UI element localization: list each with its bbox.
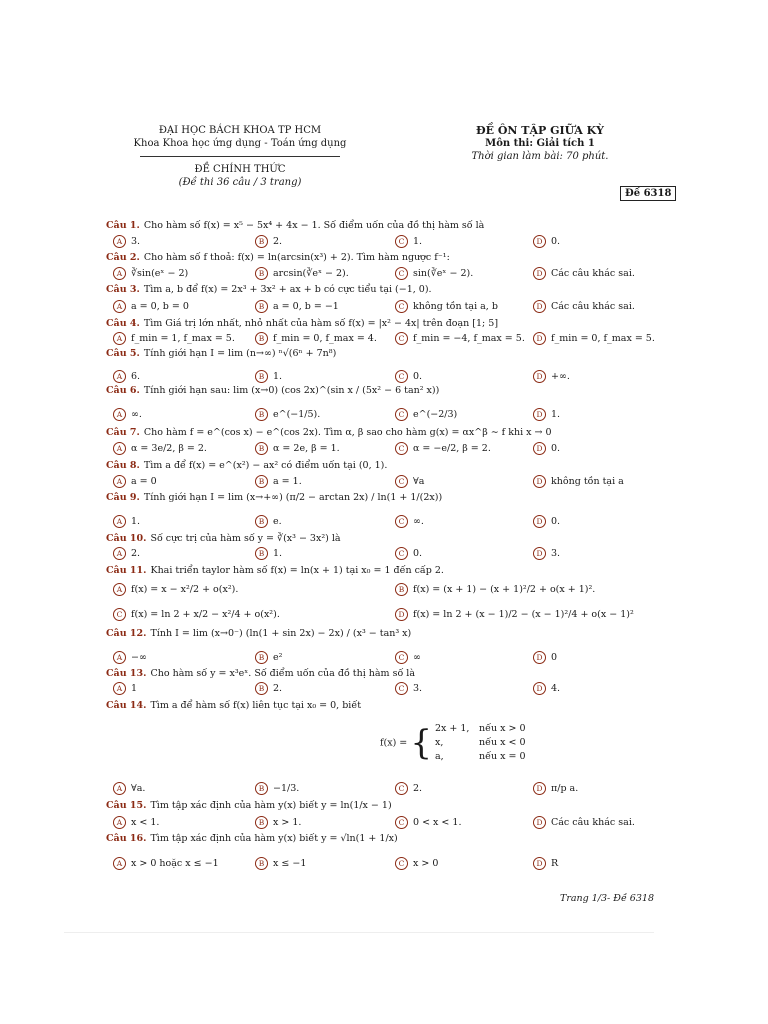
footer-divider (64, 932, 654, 933)
question-15 (106, 800, 666, 812)
question-3 (106, 284, 666, 296)
option-letter-circle: B (255, 332, 268, 345)
question-text: Cho hàm số y = x³eˣ. Số điểm uốn của đồ thị hàm số là (150, 668, 415, 679)
option-letter-circle: B (255, 682, 268, 695)
option-d[interactable] (533, 547, 560, 561)
official-label: ĐỀ CHÍNH THỨC (194, 164, 286, 175)
piecewise-expr: x, (434, 737, 444, 748)
option-b[interactable] (255, 442, 340, 456)
option-letter-circle: B (255, 475, 268, 488)
option-a[interactable] (113, 515, 140, 529)
piecewise-lhs: f(x) = (380, 737, 408, 749)
option-letter-circle: D (533, 651, 546, 664)
option-b[interactable] (255, 235, 282, 249)
option-text: không tồn tại a (551, 476, 624, 487)
option-letter-circle: D (533, 267, 546, 280)
option-text: f_min = 1, f_max = 5. (131, 333, 235, 344)
option-a[interactable] (113, 547, 140, 561)
option-text: 3. (131, 236, 141, 247)
option-letter-circle: D (533, 235, 546, 248)
option-a[interactable] (113, 475, 157, 489)
option-text: 2. (273, 683, 283, 694)
option-c[interactable] (395, 857, 438, 871)
option-d[interactable] (533, 300, 635, 314)
option-letter-circle: C (395, 332, 408, 345)
question-text: Tìm Giá trị lớn nhất, nhỏ nhất của hàm số f(x) = |x² − 4x| trên đoạn [1; 5] (143, 318, 499, 329)
option-c[interactable] (395, 442, 491, 456)
option-c[interactable] (395, 300, 498, 314)
option-a[interactable] (113, 583, 238, 597)
option-text: f_min = 0, f_max = 5. (551, 333, 655, 344)
question-10 (106, 533, 666, 545)
option-letter-circle: C (395, 408, 408, 421)
option-d[interactable] (533, 515, 560, 529)
option-a[interactable] (113, 370, 140, 384)
option-b[interactable] (255, 651, 282, 665)
option-letter-circle: B (255, 782, 268, 795)
option-a[interactable] (113, 682, 137, 696)
option-a[interactable] (113, 651, 147, 665)
option-letter-circle: A (113, 442, 126, 455)
brace-icon: { (410, 723, 432, 763)
question-4 (106, 318, 666, 330)
option-letter-circle: D (533, 816, 546, 829)
option-letter-circle: B (255, 370, 268, 383)
question-1 (106, 220, 666, 232)
option-a[interactable] (113, 235, 140, 249)
question-text: Cho hàm f = e^(cos x) − e^(cos 2x). Tìm α, β sao cho hàm g(x) = αx^β ∼ f khi x → 0 (143, 427, 552, 438)
question-label: Câu 1. (106, 220, 140, 231)
option-text: không tồn tại a, b (413, 301, 498, 312)
option-c[interactable] (395, 267, 473, 281)
question-text: Số cực trị của hàm số y = ∛(x³ − 3x²) là (150, 533, 341, 544)
option-letter-circle: A (113, 547, 126, 560)
question-label: Câu 4. (106, 318, 140, 329)
option-text: 1. (551, 409, 561, 420)
question-text: Tìm a để f(x) = e^(x²) − ax² có điểm uốn tại (0, 1). (143, 460, 388, 471)
question-text: Tính giới hạn sau: lim (x→0) (cos 2x)^(sin x / (5x² − 6 tan² x)) (143, 385, 440, 396)
option-text: x < 1. (131, 817, 160, 828)
option-letter-circle: D (533, 332, 546, 345)
option-text: −∞ (131, 652, 147, 663)
option-letter-circle: A (113, 782, 126, 795)
option-text: 4. (551, 683, 561, 694)
option-text: a = 0, b = 0 (131, 301, 189, 312)
option-b[interactable] (255, 370, 282, 384)
piecewise-row (435, 736, 526, 750)
option-text: arcsin(∛eˣ − 2). (273, 268, 349, 279)
option-text: e. (273, 516, 282, 527)
option-text: e² (273, 652, 283, 663)
question-text: Tìm a để hàm số f(x) liên tục tại x₀ = 0, biết (150, 700, 362, 711)
question-label: Câu 7. (106, 427, 140, 438)
option-text: 0. (413, 548, 423, 559)
question-5 (106, 348, 666, 360)
option-text: 0 (551, 652, 558, 663)
option-letter-circle: D (533, 515, 546, 528)
option-b[interactable] (255, 300, 339, 314)
question-6 (106, 385, 666, 397)
option-d[interactable] (533, 442, 560, 456)
option-b[interactable] (255, 682, 282, 696)
option-letter-circle: B (255, 267, 268, 280)
question-label: Câu 2. (106, 252, 140, 263)
option-letter-circle: B (395, 583, 408, 596)
option-text: π/p a. (551, 783, 579, 794)
option-letter-circle: B (255, 300, 268, 313)
piecewise-expr: a, (434, 751, 444, 762)
option-text: R (551, 858, 559, 869)
option-text: x ≤ −1 (273, 858, 307, 869)
option-text: 1. (413, 236, 423, 247)
option-text: f(x) = ln 2 + (x − 1)/2 − (x − 1)²/4 + o(x − 1)² (413, 609, 634, 620)
question-text: Cho hàm số f(x) = x⁵ − 5x⁴ + 4x − 1. Số điểm uốn của đồ thị hàm số là (143, 220, 485, 231)
option-d[interactable] (533, 408, 560, 422)
exam-time: Thời gian làm bài: 70 phút. (471, 151, 609, 162)
option-letter-circle: D (533, 782, 546, 795)
question-label: Câu 12. (106, 628, 147, 639)
question-13 (106, 668, 666, 680)
option-text: ∞ (413, 652, 421, 663)
option-letter-circle: C (395, 782, 408, 795)
option-text: sin(∛eˣ − 2). (413, 268, 474, 279)
option-letter-circle: D (533, 475, 546, 488)
option-a[interactable] (113, 300, 189, 314)
option-letter-circle: D (533, 370, 546, 383)
school-name: ĐẠI HỌC BÁCH KHOA TP HCM (158, 125, 322, 136)
option-text: α = 3e/2, β = 2. (131, 443, 207, 454)
option-text: Các câu khác sai. (551, 268, 635, 279)
option-letter-circle: C (395, 370, 408, 383)
option-c[interactable] (395, 475, 424, 489)
faculty-name: Khoa Khoa học ứng dụng - Toán ứng dụng (133, 138, 347, 149)
option-d[interactable] (533, 235, 560, 249)
option-c[interactable] (395, 816, 461, 830)
question-12 (106, 628, 666, 640)
option-letter-circle: A (113, 816, 126, 829)
option-text: 3. (551, 548, 561, 559)
option-letter-circle: B (255, 408, 268, 421)
option-text: x > 0 (413, 858, 439, 869)
piecewise-expr: 2x + 1, (434, 723, 470, 734)
option-c[interactable] (395, 782, 422, 796)
option-letter-circle: B (255, 816, 268, 829)
option-a[interactable] (113, 267, 188, 281)
option-text: 2. (131, 548, 141, 559)
option-b[interactable] (255, 332, 377, 346)
option-text: e^(−2/3) (413, 409, 458, 420)
option-d[interactable] (533, 475, 624, 489)
option-b[interactable] (255, 475, 302, 489)
question-label: Câu 10. (106, 533, 147, 544)
option-letter-circle: A (113, 370, 126, 383)
question-8 (106, 460, 666, 472)
option-letter-circle: A (113, 651, 126, 664)
option-text: 6. (131, 371, 141, 382)
option-c[interactable] (395, 515, 424, 529)
piecewise-cond: nếu x > 0 (478, 723, 526, 734)
school-header (110, 124, 370, 189)
question-label: Câu 14. (106, 700, 147, 711)
question-text: Tìm tập xác định của hàm y(x) biết y = ln(1/x − 1) (150, 800, 392, 811)
option-c[interactable] (395, 235, 422, 249)
option-letter-circle: B (255, 235, 268, 248)
option-c[interactable] (395, 547, 422, 561)
question-label: Câu 5. (106, 348, 140, 359)
option-text: 0. (551, 516, 561, 527)
question-label: Câu 15. (106, 800, 147, 811)
option-text: x > 0 hoặc x ≤ −1 (131, 858, 219, 869)
option-b[interactable] (255, 515, 282, 529)
option-letter-circle: C (395, 547, 408, 560)
exam-header (430, 124, 650, 163)
page-footer: Trang 1/3- Đề 6318 (560, 893, 654, 904)
question-label: Câu 13. (106, 668, 147, 679)
option-c[interactable] (395, 682, 422, 696)
option-letter-circle: A (113, 857, 126, 870)
option-text: 2. (413, 783, 423, 794)
option-text: a = 1. (273, 476, 302, 487)
option-c[interactable] (395, 370, 422, 384)
option-text: e^(−1/5). (273, 409, 321, 420)
question-text: Khai triển taylor hàm số f(x) = ln(x + 1) tại x₀ = 1 đến cấp 2. (150, 565, 444, 576)
option-c[interactable] (395, 651, 421, 665)
option-letter-circle: B (255, 442, 268, 455)
option-text: ∞. (413, 516, 424, 527)
option-a[interactable] (113, 332, 235, 346)
option-text: Các câu khác sai. (551, 817, 635, 828)
option-b[interactable] (255, 782, 299, 796)
option-a[interactable] (113, 442, 207, 456)
option-b[interactable] (395, 583, 595, 597)
option-text: 0. (551, 443, 561, 454)
option-text: ∀a. (131, 783, 146, 794)
exam-title: ĐỀ ÔN TẬP GIỮA KỲ (475, 124, 605, 137)
question-label: Câu 9. (106, 492, 140, 503)
exam-subject: Môn thi: Giải tích 1 (485, 138, 595, 149)
option-text: 1. (273, 371, 283, 382)
option-letter-circle: A (113, 300, 126, 313)
option-letter-circle: A (113, 475, 126, 488)
option-text: +∞. (551, 371, 570, 382)
question-text: Tính giới hạn I = lim (n→∞) ⁿ√(6ⁿ + 7n⁸) (143, 348, 337, 359)
option-d[interactable] (533, 816, 635, 830)
option-text: Các câu khác sai. (551, 301, 635, 312)
option-text: a = 0 (131, 476, 157, 487)
option-letter-circle: A (113, 515, 126, 528)
question-text: Tìm tập xác định của hàm y(x) biết y = √ln(1 + 1/x) (150, 833, 398, 844)
option-b[interactable] (255, 857, 306, 871)
header-rule (110, 150, 370, 163)
option-letter-circle: C (395, 475, 408, 488)
option-letter-circle: C (395, 816, 408, 829)
option-a[interactable] (113, 408, 142, 422)
option-c[interactable] (395, 408, 457, 422)
option-text: α = −e/2, β = 2. (413, 443, 491, 454)
option-letter-circle: A (113, 583, 126, 596)
question-label: Câu 16. (106, 833, 147, 844)
piecewise-cond: nếu x = 0 (478, 751, 526, 762)
option-text: f(x) = x − x²/2 + o(x²). (131, 584, 239, 595)
piecewise-row (435, 750, 526, 764)
option-text: −1/3. (273, 783, 300, 794)
option-text: 0. (551, 236, 561, 247)
question-text: Tìm a, b để f(x) = 2x³ + 3x² + ax + b có cực tiểu tại (−1, 0). (143, 284, 432, 295)
option-letter-circle: C (395, 857, 408, 870)
piecewise-rows (435, 722, 526, 764)
option-letter-circle: D (533, 442, 546, 455)
option-d[interactable] (395, 608, 634, 622)
option-text: f_min = −4, f_max = 5. (413, 333, 525, 344)
option-text: 1. (131, 516, 141, 527)
option-letter-circle: C (395, 682, 408, 695)
option-a[interactable] (113, 857, 219, 871)
option-text: 1. (273, 548, 283, 559)
option-text: 1 (131, 683, 138, 694)
question-2 (106, 252, 666, 264)
option-b[interactable] (255, 547, 282, 561)
question-label: Câu 6. (106, 385, 140, 396)
option-letter-circle: A (113, 408, 126, 421)
option-letter-circle: B (255, 547, 268, 560)
option-letter-circle: C (395, 267, 408, 280)
option-text: ∛sin(eˣ − 2) (131, 268, 189, 279)
option-text: f(x) = ln 2 + x/2 − x²/4 + o(x²). (131, 609, 280, 620)
option-text: a = 0, b = −1 (273, 301, 339, 312)
question-9 (106, 492, 666, 504)
option-letter-circle: C (113, 608, 126, 621)
question-label: Câu 11. (106, 565, 147, 576)
question-16 (106, 833, 666, 845)
option-text: x > 1. (273, 817, 302, 828)
option-d[interactable] (533, 682, 560, 696)
option-b[interactable] (255, 408, 320, 422)
option-letter-circle: B (255, 651, 268, 664)
question-7 (106, 427, 666, 439)
option-letter-circle: D (533, 682, 546, 695)
option-a[interactable] (113, 782, 145, 796)
question-14 (106, 700, 666, 712)
option-text: 0. (413, 371, 423, 382)
option-text: 0 < x < 1. (413, 817, 462, 828)
option-letter-circle: C (395, 442, 408, 455)
question-text: Tính giới hạn I = lim (x→+∞) (π/2 − arctan 2x) / ln(1 + 1/(2x)) (143, 492, 443, 503)
option-text: ∀a (413, 476, 425, 487)
option-text: f_min = 0, f_max = 4. (273, 333, 377, 344)
option-letter-circle: D (533, 408, 546, 421)
option-letter-circle: B (255, 515, 268, 528)
option-c[interactable] (113, 608, 280, 622)
option-letter-circle: C (395, 515, 408, 528)
question-text: Cho hàm số f thoả: f(x) = ln(arcsin(x³) + 2). Tìm hàm ngược f⁻¹: (143, 252, 450, 263)
option-d[interactable] (533, 782, 578, 796)
option-b[interactable] (255, 816, 301, 830)
option-a[interactable] (113, 816, 159, 830)
option-letter-circle: D (533, 300, 546, 313)
question-11 (106, 565, 666, 577)
option-text: α = 2e, β = 1. (273, 443, 340, 454)
option-d[interactable] (533, 651, 557, 665)
option-letter-circle: C (395, 651, 408, 664)
option-d[interactable] (533, 857, 558, 871)
option-d[interactable] (533, 370, 570, 384)
option-letter-circle: A (113, 235, 126, 248)
option-b[interactable] (255, 267, 349, 281)
exam-note: (Đề thi 36 câu / 3 trang) (178, 177, 302, 188)
option-letter-circle: D (533, 857, 546, 870)
question-label: Câu 3. (106, 284, 140, 295)
option-letter-circle: D (395, 608, 408, 621)
option-text: f(x) = (x + 1) − (x + 1)²/2 + o(x + 1)². (413, 584, 596, 595)
option-letter-circle: D (533, 547, 546, 560)
option-text: 2. (273, 236, 283, 247)
option-letter-circle: C (395, 300, 408, 313)
option-letter-circle: A (113, 332, 126, 345)
option-d[interactable] (533, 267, 635, 281)
option-d[interactable] (533, 332, 655, 346)
option-letter-circle: A (113, 267, 126, 280)
option-text: ∞. (131, 409, 142, 420)
question-label: Câu 8. (106, 460, 140, 471)
option-c[interactable] (395, 332, 525, 346)
option-letter-circle: A (113, 682, 126, 695)
option-letter-circle: B (255, 857, 268, 870)
option-text: 3. (413, 683, 423, 694)
question-text: Tính I = lim (x→0⁻) (ln(1 + sin 2x) − 2x) / (x³ − tan³ x) (150, 628, 412, 639)
exam-code: Đề 6318 (620, 186, 676, 201)
option-letter-circle: C (395, 235, 408, 248)
piecewise-function (380, 722, 526, 764)
piecewise-cond: nếu x < 0 (478, 737, 526, 748)
piecewise-row (435, 722, 526, 736)
